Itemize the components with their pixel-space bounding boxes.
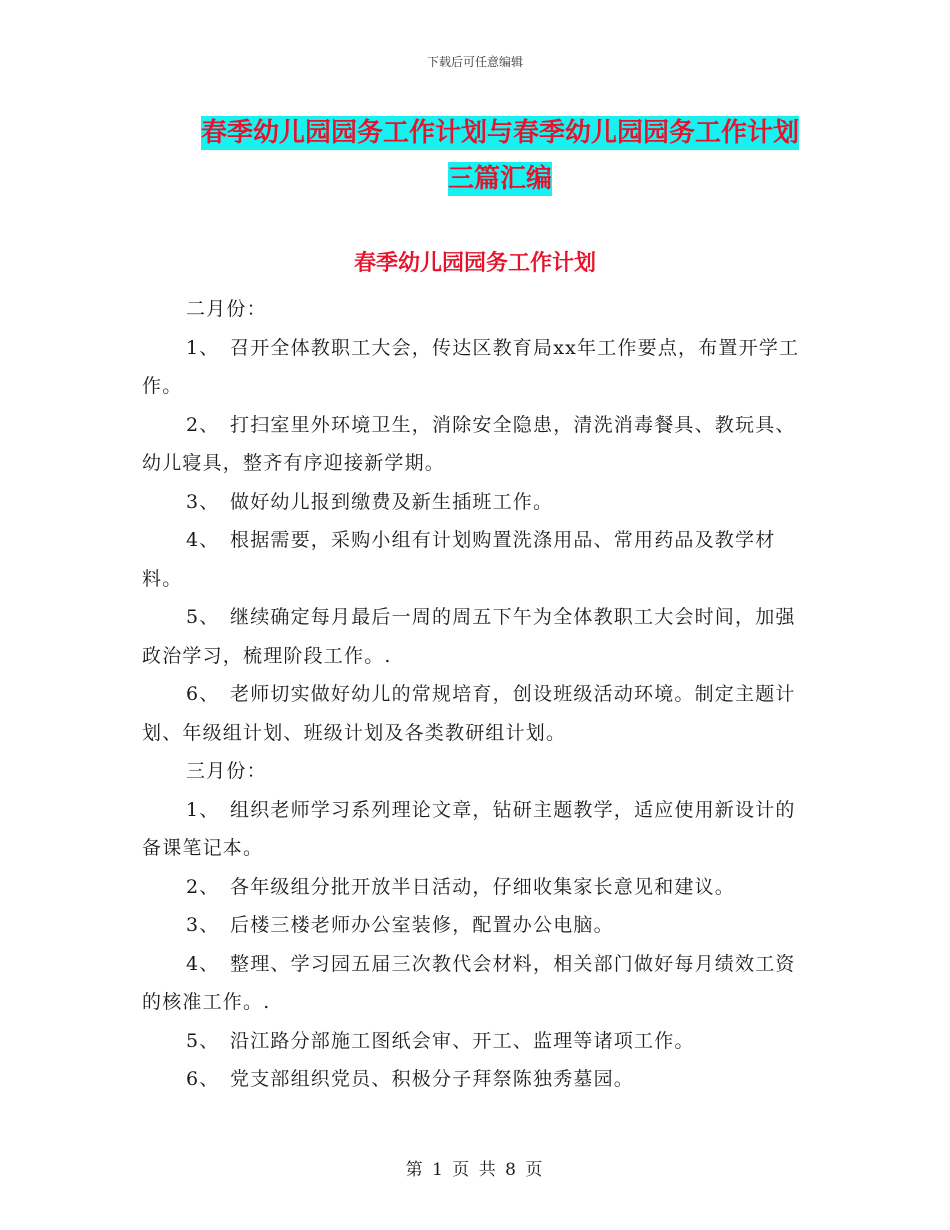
list-item: 3、 后楼三楼老师办公室装修，配置办公电脑。 [186,914,614,936]
document-body [142,290,812,1099]
list-item: 3、 做好幼儿报到缴费及新生插班工作。 [186,490,554,513]
mar-heading: 三月份： [186,760,267,782]
mar-list [142,791,812,1099]
list-item: 5、 沿江路分部施工图纸会审、开工、监理等诸项工作。 [186,1029,695,1052]
list-item: 1、 组织老师学习系列理论文章，钻研主题教学，适应使用新设计的备课笔记本。 [142,798,796,859]
list-item: 5、 继续确定每月最后一周的周五下午为全体教职工大会时间，加强政治学习，梳理阶段工作。. [142,606,796,667]
list-item: 1、 召开全体教职工大会，传达区教育局xx年工作要点，布置开学工作。 [142,336,800,397]
title-line-1: 春季幼儿园园务工作计划与春季幼儿园园务工作计划 [200,118,799,148]
page-number: 第 1 页 共 8 页 [405,1160,545,1180]
list-item: 6、 老师切实做好幼儿的常规培育，创设班级活动环境。制定主题计划、年级组计划、班级计划及各类教研组计划。 [142,683,796,744]
feb-heading: 二月份： [186,298,267,320]
title-line-2: 三篇汇编 [447,164,552,194]
list-item: 6、 党支部组织党员、积极分子拜祭陈独秀墓园。 [186,1068,635,1090]
list-item: 2、 各年级组分批开放半日活动，仔细收集家长意见和建议。 [186,875,736,898]
feb-list [142,329,812,753]
section-title: 春季幼儿园园务工作计划 [353,251,596,276]
list-item: 2、 打扫室里外环境卫生，消除安全隐患，清洗消毒餐具、教玩具、幼儿寝具，整齐有序迎接新学期。 [142,413,796,474]
document-title [190,110,810,202]
list-item: 4、 整理、学习园五届三次教代会材料，相关部门做好每月绩效工资的核准工作。. [142,952,796,1013]
list-item: 4、 根据需要，采购小组有计划购置洗涤用品、常用药品及教学材料。 [142,529,776,590]
header-note: 下载后可任意编辑 [426,55,523,69]
